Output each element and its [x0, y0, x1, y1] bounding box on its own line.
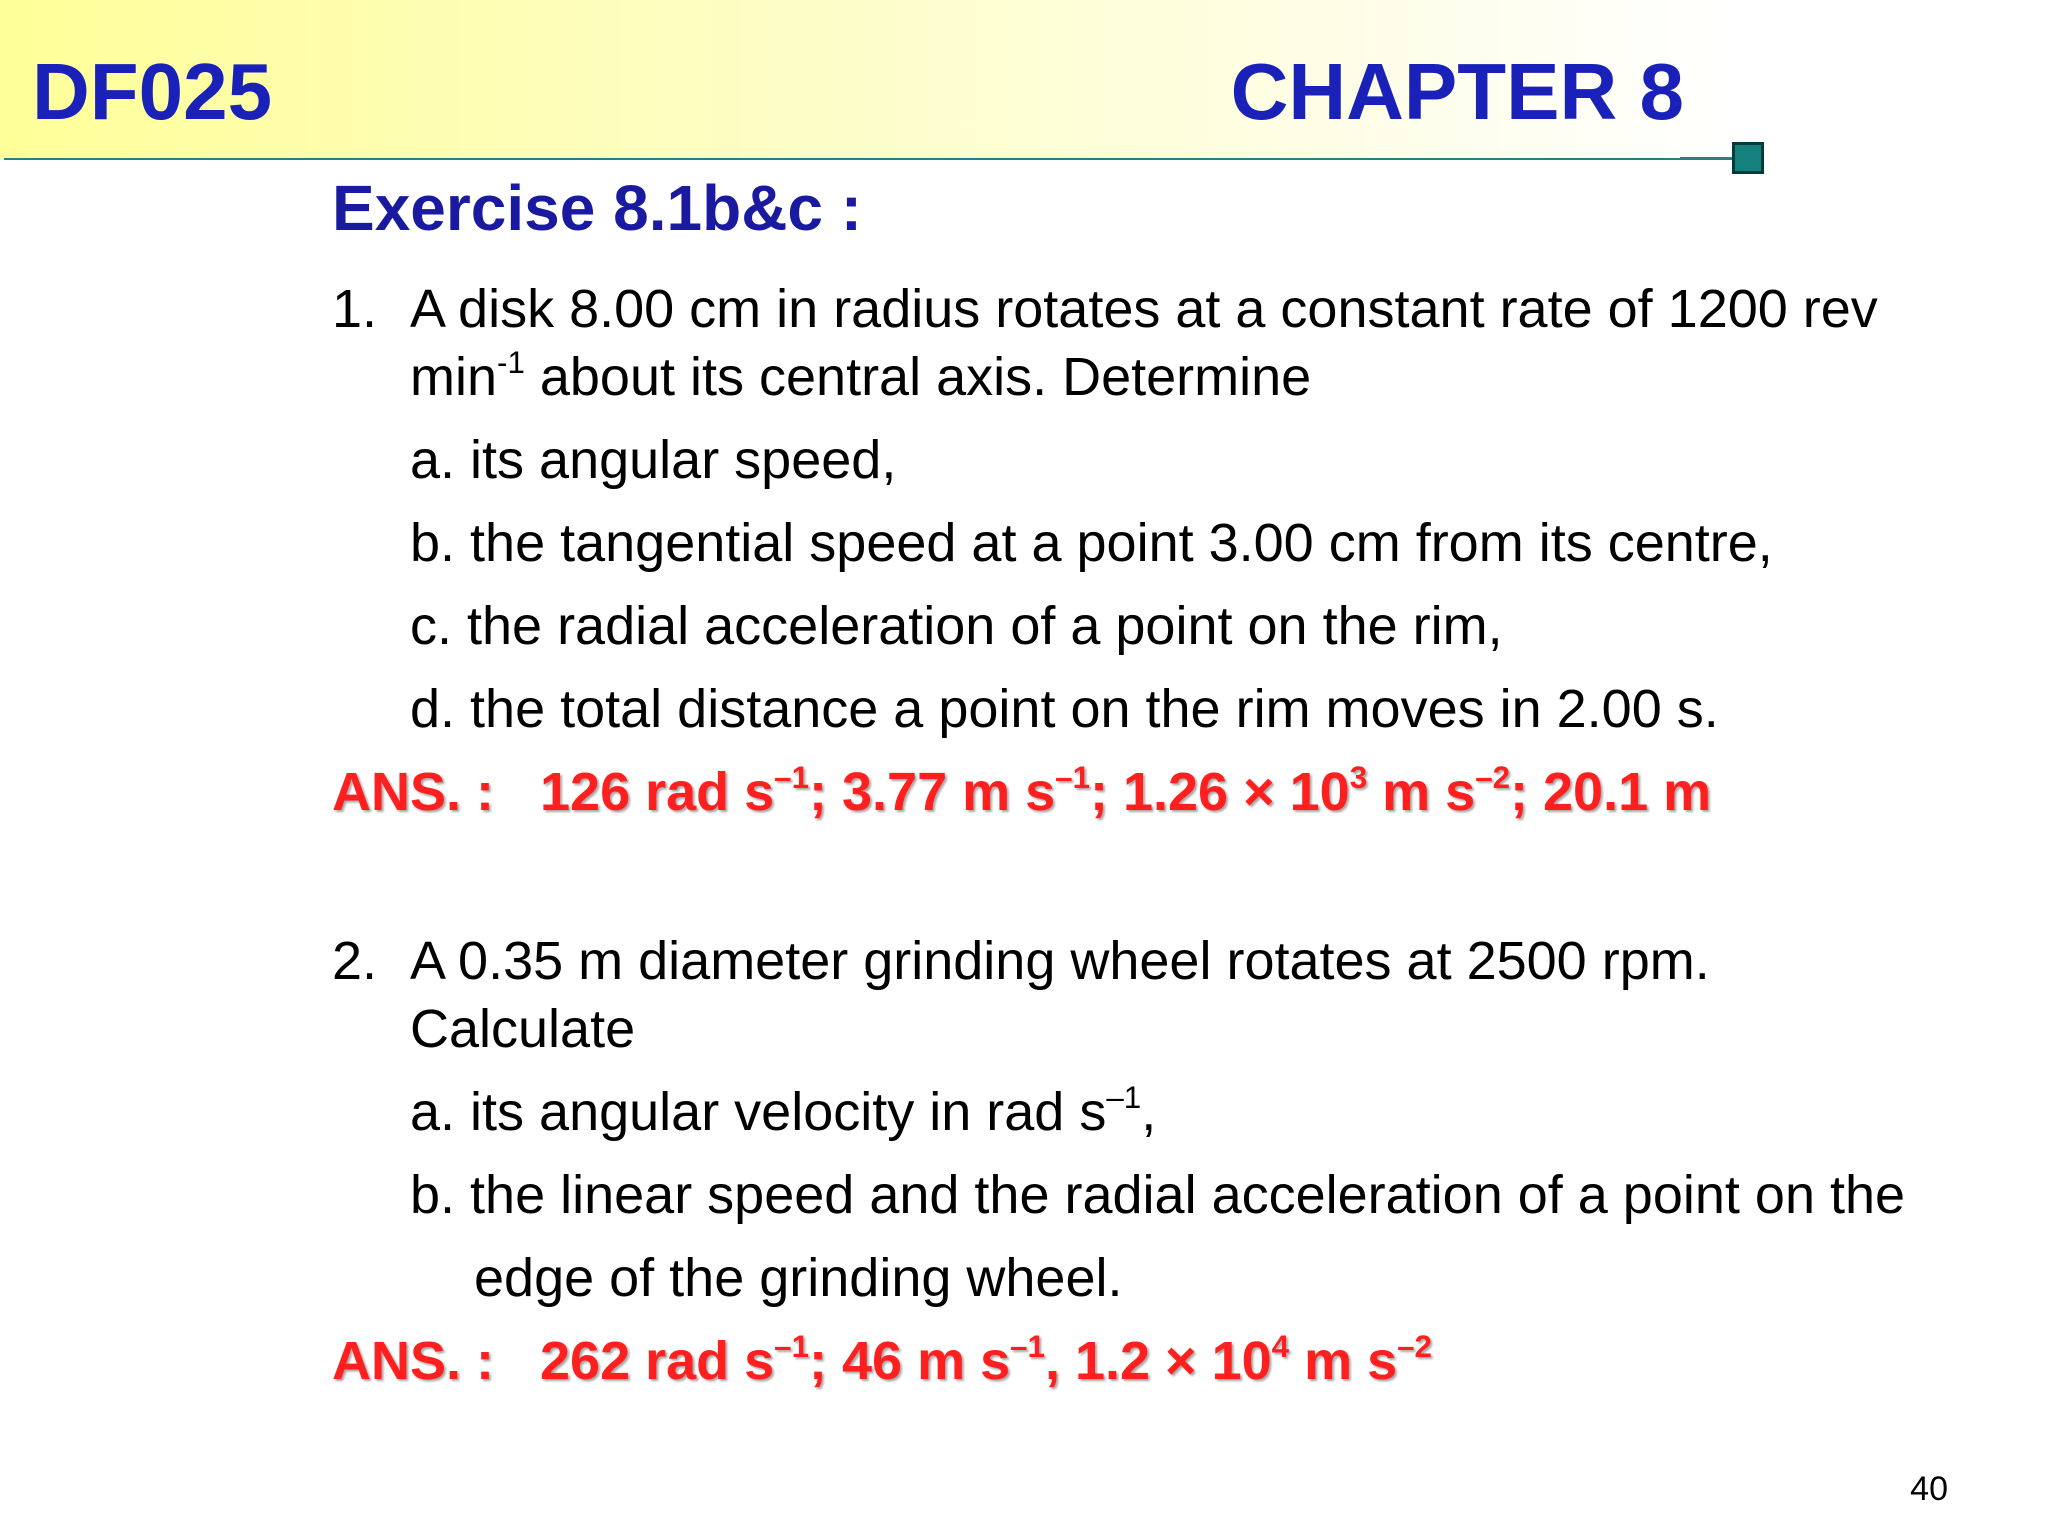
q1-answer-label: ANS. : [332, 762, 494, 822]
q2-answer-part1: 262 rad s [540, 1331, 775, 1391]
q1-stem-line2-pre: min [410, 347, 498, 407]
q2-stem-line1: A 0.35 m diameter grinding wheel rotates at 2500 rpm. [410, 931, 1710, 991]
q2-part-a-sup: –1 [1106, 1080, 1142, 1116]
q2-part-a-pre: a. its angular velocity in rad s [410, 1082, 1107, 1142]
q1-stem-line2 [410, 345, 1312, 407]
q1-answer-part5: ; 20.1 m [1510, 762, 1712, 822]
exercise-title: Exercise 8.1b&c : [332, 172, 863, 244]
q1-part-c: c. the radial acceleration of a point on the rim, [410, 596, 1503, 656]
q1-answer-sup1: –1 [774, 760, 810, 796]
q1-answer-part1: 126 rad s [540, 762, 775, 822]
q1-stem-line2-post: about its central axis. Determine [524, 347, 1312, 407]
q1-part-b: b. the tangential speed at a point 3.00 cm from its centre, [410, 513, 1773, 573]
q2-answer-sup2: –1 [1010, 1329, 1045, 1365]
corner-square-decoration [1732, 142, 1764, 174]
q1-part-d: d. the total distance a point on the rim moves in 2.00 s. [410, 679, 1719, 739]
q1-answer-part3: ; 1.26 × 10 [1090, 762, 1350, 822]
q2-answer-label: ANS. : [332, 1331, 494, 1391]
header-divider-extension [1680, 157, 1740, 160]
q1-part-a: a. its angular speed, [410, 430, 897, 490]
page-number: 40 [1910, 1470, 1948, 1508]
q2-number: 2. [332, 931, 378, 991]
q2-answer [332, 1329, 1432, 1391]
q1-number: 1. [332, 279, 378, 339]
q2-part-a [410, 1080, 1157, 1142]
q2-answer-part2: ; 46 m s [809, 1331, 1011, 1391]
q2-answer-part4: m s [1289, 1331, 1398, 1391]
header-divider [4, 158, 1724, 160]
q1-answer-part2: ; 3.77 m s [809, 762, 1056, 822]
q2-stem-line2: Calculate [410, 999, 636, 1059]
course-code: DF025 [32, 47, 273, 136]
q1-answer-sup2: –1 [1055, 760, 1090, 796]
q1-stem-line1: A disk 8.00 cm in radius rotates at a constant rate of 1200 rev [410, 279, 1878, 339]
q2-answer-sup1: –1 [774, 1329, 810, 1365]
header-band [0, 0, 2048, 160]
q2-part-b-line1: b. the linear speed and the radial acceleration of a point on the [410, 1165, 1906, 1225]
q1-answer-sup3: 3 [1349, 760, 1368, 796]
q2-answer-part3: , 1.2 × 10 [1044, 1331, 1272, 1391]
q1-answer-sup4: –2 [1475, 760, 1511, 796]
chapter-title: CHAPTER 8 [1230, 47, 1684, 136]
q1-answer [332, 760, 1712, 822]
q1-answer-part4: m s [1367, 762, 1476, 822]
q2-part-b-line2: edge of the grinding wheel. [474, 1248, 1123, 1308]
q1-stem-line2-sup: -1 [497, 345, 525, 381]
q2-part-a-post: , [1141, 1082, 1157, 1142]
q2-answer-sup4: –2 [1397, 1329, 1432, 1365]
q2-answer-sup3: 4 [1271, 1329, 1290, 1365]
